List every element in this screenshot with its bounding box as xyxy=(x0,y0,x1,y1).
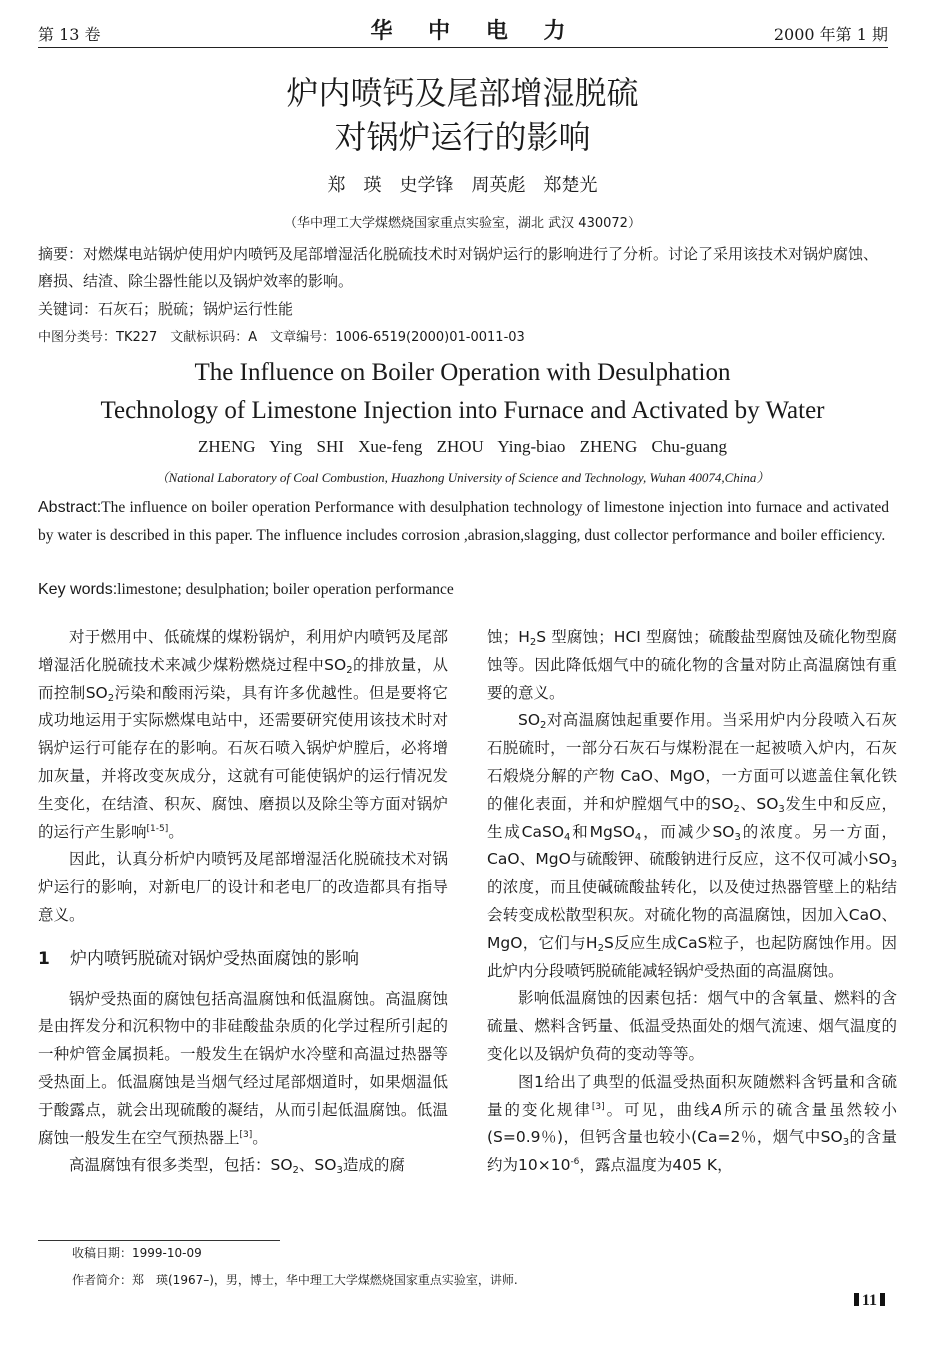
title-en-line-2: Technology of Limestone Injection into Furnace and Activated by Water xyxy=(100,397,825,424)
author-intro: 作者简介：郑 瑛(1967–)，男，博士，华中理工大学煤燃烧国家重点实验室，讲师. xyxy=(72,1273,518,1287)
header-volume: 第 13 卷 xyxy=(38,25,101,44)
abstract-zh-text: 对燃煤电站锅炉使用炉内喷钙及尾部增湿活化脱硫技术时对锅炉运行的影响进行了分析。讨论了采用该技术对锅炉腐蚀、磨损、结渣、除尘器性能以及锅炉效率的影响。 xyxy=(38,245,879,290)
classification-line: 中图分类号：TK227 文献标识码：A 文章编号：1006-6519(2000)01-0011-03 xyxy=(38,330,525,345)
keywords-zh-text: 石灰石；脱硫；锅炉运行性能 xyxy=(98,300,294,318)
footnote-rule xyxy=(38,1240,280,1241)
body-column-left xyxy=(38,624,448,1180)
paragraph: 因此，认真分析炉内喷钙及尾部增湿活化脱硫技术对锅炉运行的影响，对新电厂的设计和老电厂的改造都具有指导意义。 xyxy=(38,850,448,924)
title-en-line-1: The Influence on Boiler Operation with Desulphation xyxy=(194,359,731,386)
paragraph: 对于燃用中、低硫煤的煤粉锅炉，利用炉内喷钙及尾部增湿活化脱硫技术来减少煤粉燃烧过程中$SO_2$的排放量，从而控制$SO_2$污染和酸雨污染，具有许多优越性。但是要将它成功地运用于实际燃煤电站中，还需要研究使用该技术时对锅炉运行可能存在的影响。石灰石喷入锅炉炉膛后，必将增加灰量，并将改变灰成分，这就有可能使锅炉的运行情况发生变化，在结渣、积灰、腐蚀、磨损以及除尘等方面对锅炉的运行产生影响[1-5]。 xyxy=(38,628,448,841)
paragraph: 图1给出了典型的低温受热面积灰随燃料含钙量和含硫量的变化规律[3]。可见，曲线A所示的硫含量虽然较小(S=0.9％)，但钙含量也较小(Ca=2％，烟气中$SO_3$的含量约为$10\times 10^{-6}$，露点温度为405 K， xyxy=(487,1072,897,1175)
received-date: 收稿日期：1999-10-09 xyxy=(72,1246,202,1260)
page-marker-left xyxy=(854,1293,859,1306)
abstract-en xyxy=(38,494,889,550)
citation: [3] xyxy=(239,1129,253,1140)
keywords-en xyxy=(38,578,889,602)
paragraph: 蚀；$H_2S$ 型腐蚀；HCI 型腐蚀；硫酸盐型腐蚀及硫化物型腐蚀等。因此降低烟气中的硫化物的含量对防止高温腐蚀有重要的意义。 xyxy=(487,628,897,702)
paragraph: 影响低温腐蚀的因素包括：烟气中的含氧量、燃料的含硫量、燃料含钙量、低温受热面处的烟气流速、烟气温度的变化以及锅炉负荷的变动等等。 xyxy=(487,989,897,1063)
body-column-right xyxy=(487,624,897,1180)
paragraph: 锅炉受热面的腐蚀包括高温腐蚀和低温腐蚀。高温腐蚀是由挥发分和沉积物中的非硅酸盐杂质的化学过程所引起的一种炉管金属损耗。一般发生在锅炉水冷壁和高温过热器等受热面上。低温腐蚀是当烟气经过尾部烟道时，如果烟温低于酸露点，就会出现硫酸的凝结，从而引起低温腐蚀。低温腐蚀一般发生在空气预热器上[3]。 xyxy=(38,989,448,1147)
page-marker-right xyxy=(880,1293,885,1306)
journal-name: 华 中 电 力 xyxy=(370,19,580,44)
header-issue: 2000 年第 1 期 xyxy=(773,25,888,44)
authors-en: ZHENG Ying SHI Xue-feng ZHOU Ying-biao ZHENG Chu-guang xyxy=(197,437,728,456)
affiliation-zh: （华中理工大学煤燃烧国家重点实验室，湖北 武汉 430072） xyxy=(284,216,641,231)
keywords-en-label: Key words: xyxy=(38,581,118,598)
keywords-zh-label: 关键词： xyxy=(38,300,99,318)
authors-zh: 郑 瑛 史学锋 周英彪 郑楚光 xyxy=(327,175,598,196)
abstract-en-text: The influence on boiler operation Performance with desulphation technology of limestone injection into furnace and activated by water is described in this paper. The influence includes corrosion ,abrasion,slagging, dust collector performance and boiler efficiency. xyxy=(38,499,889,544)
section-heading: 1 炉内喷钙脱硫对锅炉受热面腐蚀的影响 xyxy=(38,948,359,969)
title-zh-line-2: 对锅炉运行的影响 xyxy=(334,118,591,156)
header-rule xyxy=(38,47,888,48)
paragraph: 高温腐蚀有很多类型，包括：$SO_2$、$SO_3$造成的腐 xyxy=(69,1156,405,1177)
abstract-zh xyxy=(38,241,888,295)
paragraph: $SO_2$对高温腐蚀起重要作用。当采用炉内分段喷入石灰石脱硫时，一部分石灰石与煤粉混在一起被喷入炉内，石灰石煅烧分解的产物 CaO、MgO，一方面可以遮盖住氧化铁的催化表面，并和炉膛烟气中的$SO_2$、$SO_3$发生中和反应，生成CaSO$_4$和MgSO$_4$，而减少$SO_3$的浓度。另一方面，CaO、MgO与硫酸钾、硫酸钠进行反应，这不仅可减小$SO_3$的浓度，而且使碱硫酸盐转化，以及使过热器管壁上的粘结会转变成松散型积灰。对硫化物的高温腐蚀，因加入CaO、MgO，它们与$H_2S$反应生成CaS粒子，也起防腐蚀作用。因此炉内分段喷钙脱硫能减轻锅炉受热面的高温腐蚀。 xyxy=(487,711,897,980)
citation: [3] xyxy=(591,1101,605,1112)
keywords-en-text: limestone; desulphation; boiler operation performance xyxy=(117,581,454,598)
title-zh-line-1: 炉内喷钙及尾部增湿脱硫 xyxy=(286,74,639,112)
affiliation-en: （National Laboratory of Coal Combustion, Huazhong University of Science and Technology, Wuhan 40074,China） xyxy=(155,470,770,485)
abstract-en-label: Abstract: xyxy=(38,499,102,516)
abstract-zh-label: 摘要： xyxy=(38,245,84,263)
citation: [1-5] xyxy=(146,823,169,834)
page-number: 11 xyxy=(851,1292,888,1310)
keywords-zh xyxy=(38,297,888,321)
